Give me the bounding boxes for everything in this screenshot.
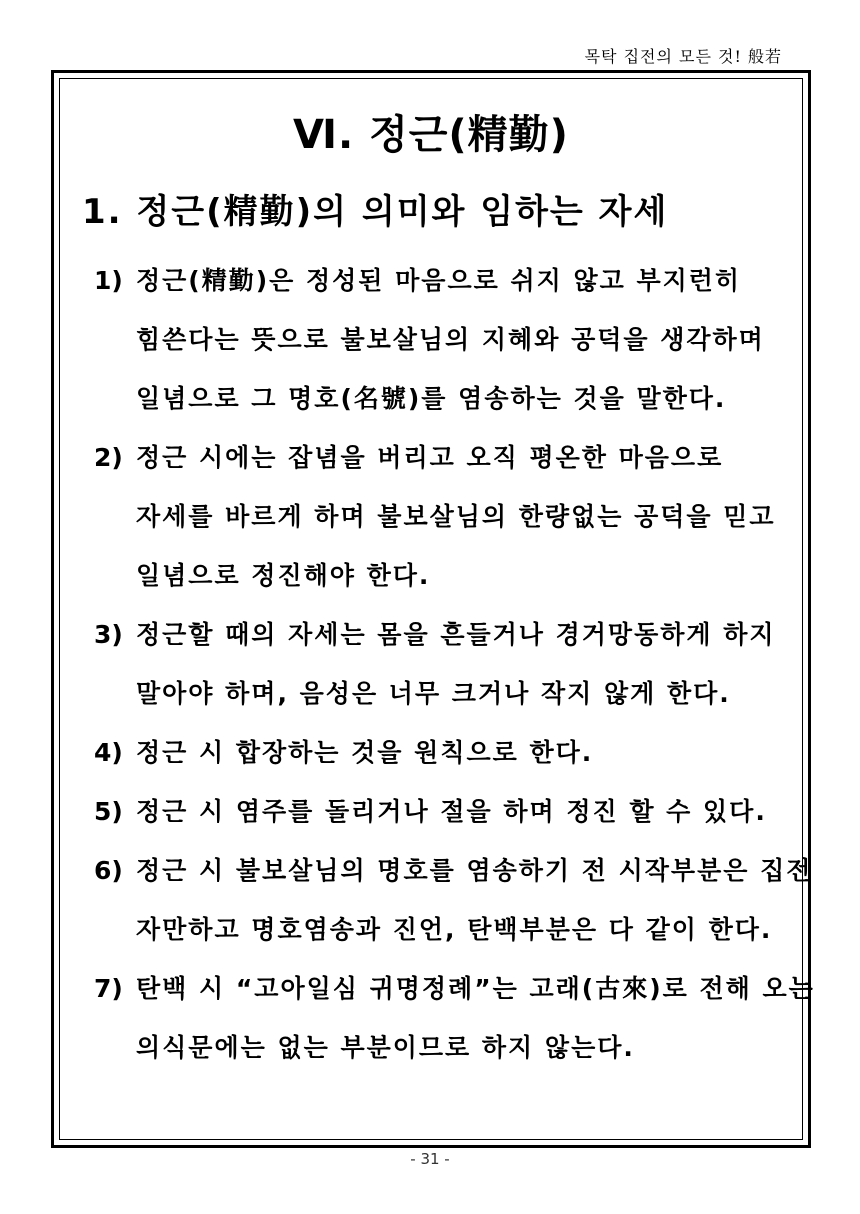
item-line: 일념으로 그 명호(名號)를 염송하는 것을 말한다. (136, 384, 727, 413)
list-item (94, 251, 788, 428)
item-number: 6) (94, 856, 123, 885)
list-item (94, 723, 788, 782)
item-line: 탄백 시 “고아일심 귀명정례”는 고래(古來)로 전해 오는 (136, 974, 815, 1003)
item-line: 힘쓴다는 뜻으로 불보살님의 지혜와 공덕을 생각하며 (136, 325, 765, 354)
item-line: 정근 시 불보살님의 명호를 염송하기 전 시작부분은 집전 (136, 856, 813, 885)
item-number: 5) (94, 797, 123, 826)
list-item (94, 841, 813, 959)
item-number: 3) (94, 620, 123, 649)
item-list (94, 251, 815, 1077)
list-item (94, 782, 788, 841)
list-item (94, 605, 788, 723)
item-number: 2) (94, 443, 123, 472)
item-text (136, 959, 815, 1077)
item-line: 자만하고 명호염송과 진언, 탄백부분은 다 같이 한다. (136, 915, 773, 944)
list-item (94, 959, 815, 1077)
page-inner-frame (59, 78, 815, 1140)
item-text (136, 841, 812, 959)
item-line: 정근 시에는 잡념을 버리고 오직 평온한 마음으로 (136, 443, 724, 472)
item-text (136, 428, 776, 605)
item-text (136, 782, 767, 841)
item-number: 4) (94, 738, 123, 767)
running-header: 목탁 집전의 모든 것! 般若 (584, 47, 782, 66)
item-number: 7) (94, 974, 123, 1003)
chapter-title: Ⅵ. 정근(精勤) (293, 112, 569, 158)
item-line: 일념으로 정진해야 한다. (136, 561, 431, 590)
list-item (94, 428, 788, 605)
item-line: 자세를 바르게 하며 불보살님의 한량없는 공덕을 믿고 (136, 502, 776, 531)
item-text (136, 723, 593, 782)
item-line: 의식문에는 없는 부분이므로 하지 않는다. (136, 1033, 635, 1062)
item-text (136, 605, 776, 723)
item-line: 정근 시 염주를 돌리거나 절을 하며 정진 할 수 있다. (136, 797, 767, 826)
item-number: 1) (94, 266, 123, 295)
page-frame (51, 70, 815, 1148)
item-text (136, 251, 765, 428)
section-title: 1. 정근(精勤)의 의미와 임하는 자세 (82, 192, 669, 232)
page-number: - 31 - (410, 1150, 450, 1168)
item-line: 말아야 하며, 음성은 너무 크거나 작지 않게 한다. (136, 679, 731, 708)
item-line: 정근(精勤)은 정성된 마음으로 쉬지 않고 부지런히 (136, 266, 742, 295)
item-line: 정근할 때의 자세는 몸을 흔들거나 경거망동하게 하지 (136, 620, 776, 649)
item-line: 정근 시 합장하는 것을 원칙으로 한다. (136, 738, 594, 767)
